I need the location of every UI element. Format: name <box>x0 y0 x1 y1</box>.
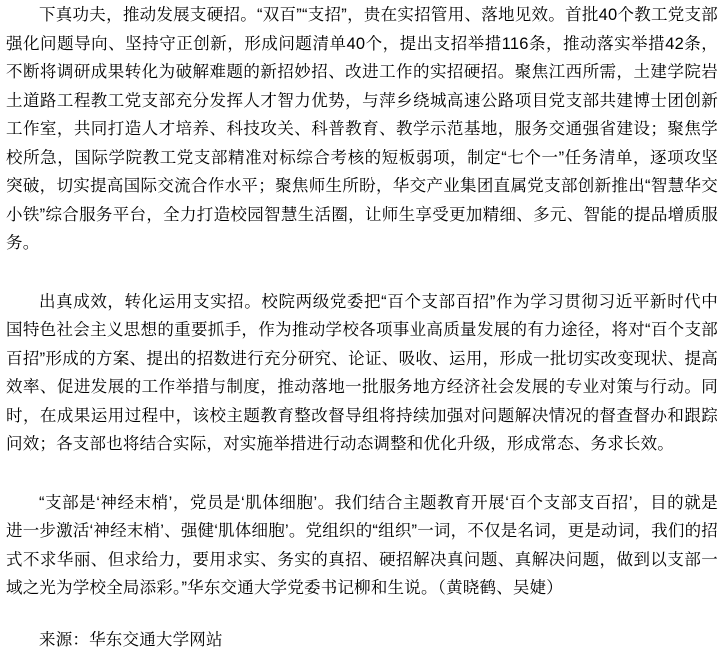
article-source-line: 来源：华东交通大学网站 <box>39 630 223 649</box>
article-paragraph-1: 下真功夫，推动发展支硬招。“双百”“支招”，贵在实招管用、落地见效。首批40个教工党支部强化问题导向、坚持守正创新，形成问题清单40个，提出支招举措116条，推动落实举措42条，不断将调研成果转化为破解难题的新招妙招、改进工作的实招硬招。聚焦江西所需，土建学院岩土道路工程教工党支部充分发挥人才智力优势，与萍乡绕城高速公路项目党支部共建博士团创新工作室，共同打造人才培养、科技攻关、科普教育、教学示范基地，服务交通强省建设；聚焦学校所急，国际学院教工党支部精准对标综合考核的短板弱项，制定“七个一”任务清单，逐项攻坚突破，切实提高国际交流合作水平；聚焦师生所盼，华交产业集团直属党支部创新推出“智慧华交小铁”综合服务平台，全力打造校园智慧生活圈，让师生享受更加精细、多元、智能的提品增质服务。 <box>6 6 718 252</box>
article-paragraph-3-quote: “支部是‘神经末梢’，党员是‘肌体细胞’。我们结合主题教育开展‘百个支部支百招’，目的就是进一步激活‘神经末梢’、强健‘肌体细胞’。党组织的“组织”一词，不仅是名词，更是动词，我们的招式不求华丽、但求给力，要用求实、务实的真招、硬招解决真问题、真解决问题，做到以支部一域之光为学校全局添彩。”华东交通大学党委书记柳和生说。（黄晓鹤、吴婕） <box>6 493 718 597</box>
article-paragraph-2: 出真成效，转化运用支实招。校院两级党委把“百个支部百招”作为学习贯彻习近平新时代中国特色社会主义思想的重要抓手，作为推动学校各项事业高质量发展的有力途径，将对“百个支部百招”形成的方案、提出的招数进行充分研究、论证、吸收、运用，形成一批切实改变现状、提高效率、促进发展的工作举措与制度，推动落地一批服务地方经济社会发展的专业对策与行动。同时，在成果运用过程中，该校主题教育整改督导组将持续加强对问题解决情况的督查督办和跟踪问效；各支部也将结合实际，对实施举措进行动态调整和优化升级，形成常态、务求长效。 <box>6 292 718 453</box>
